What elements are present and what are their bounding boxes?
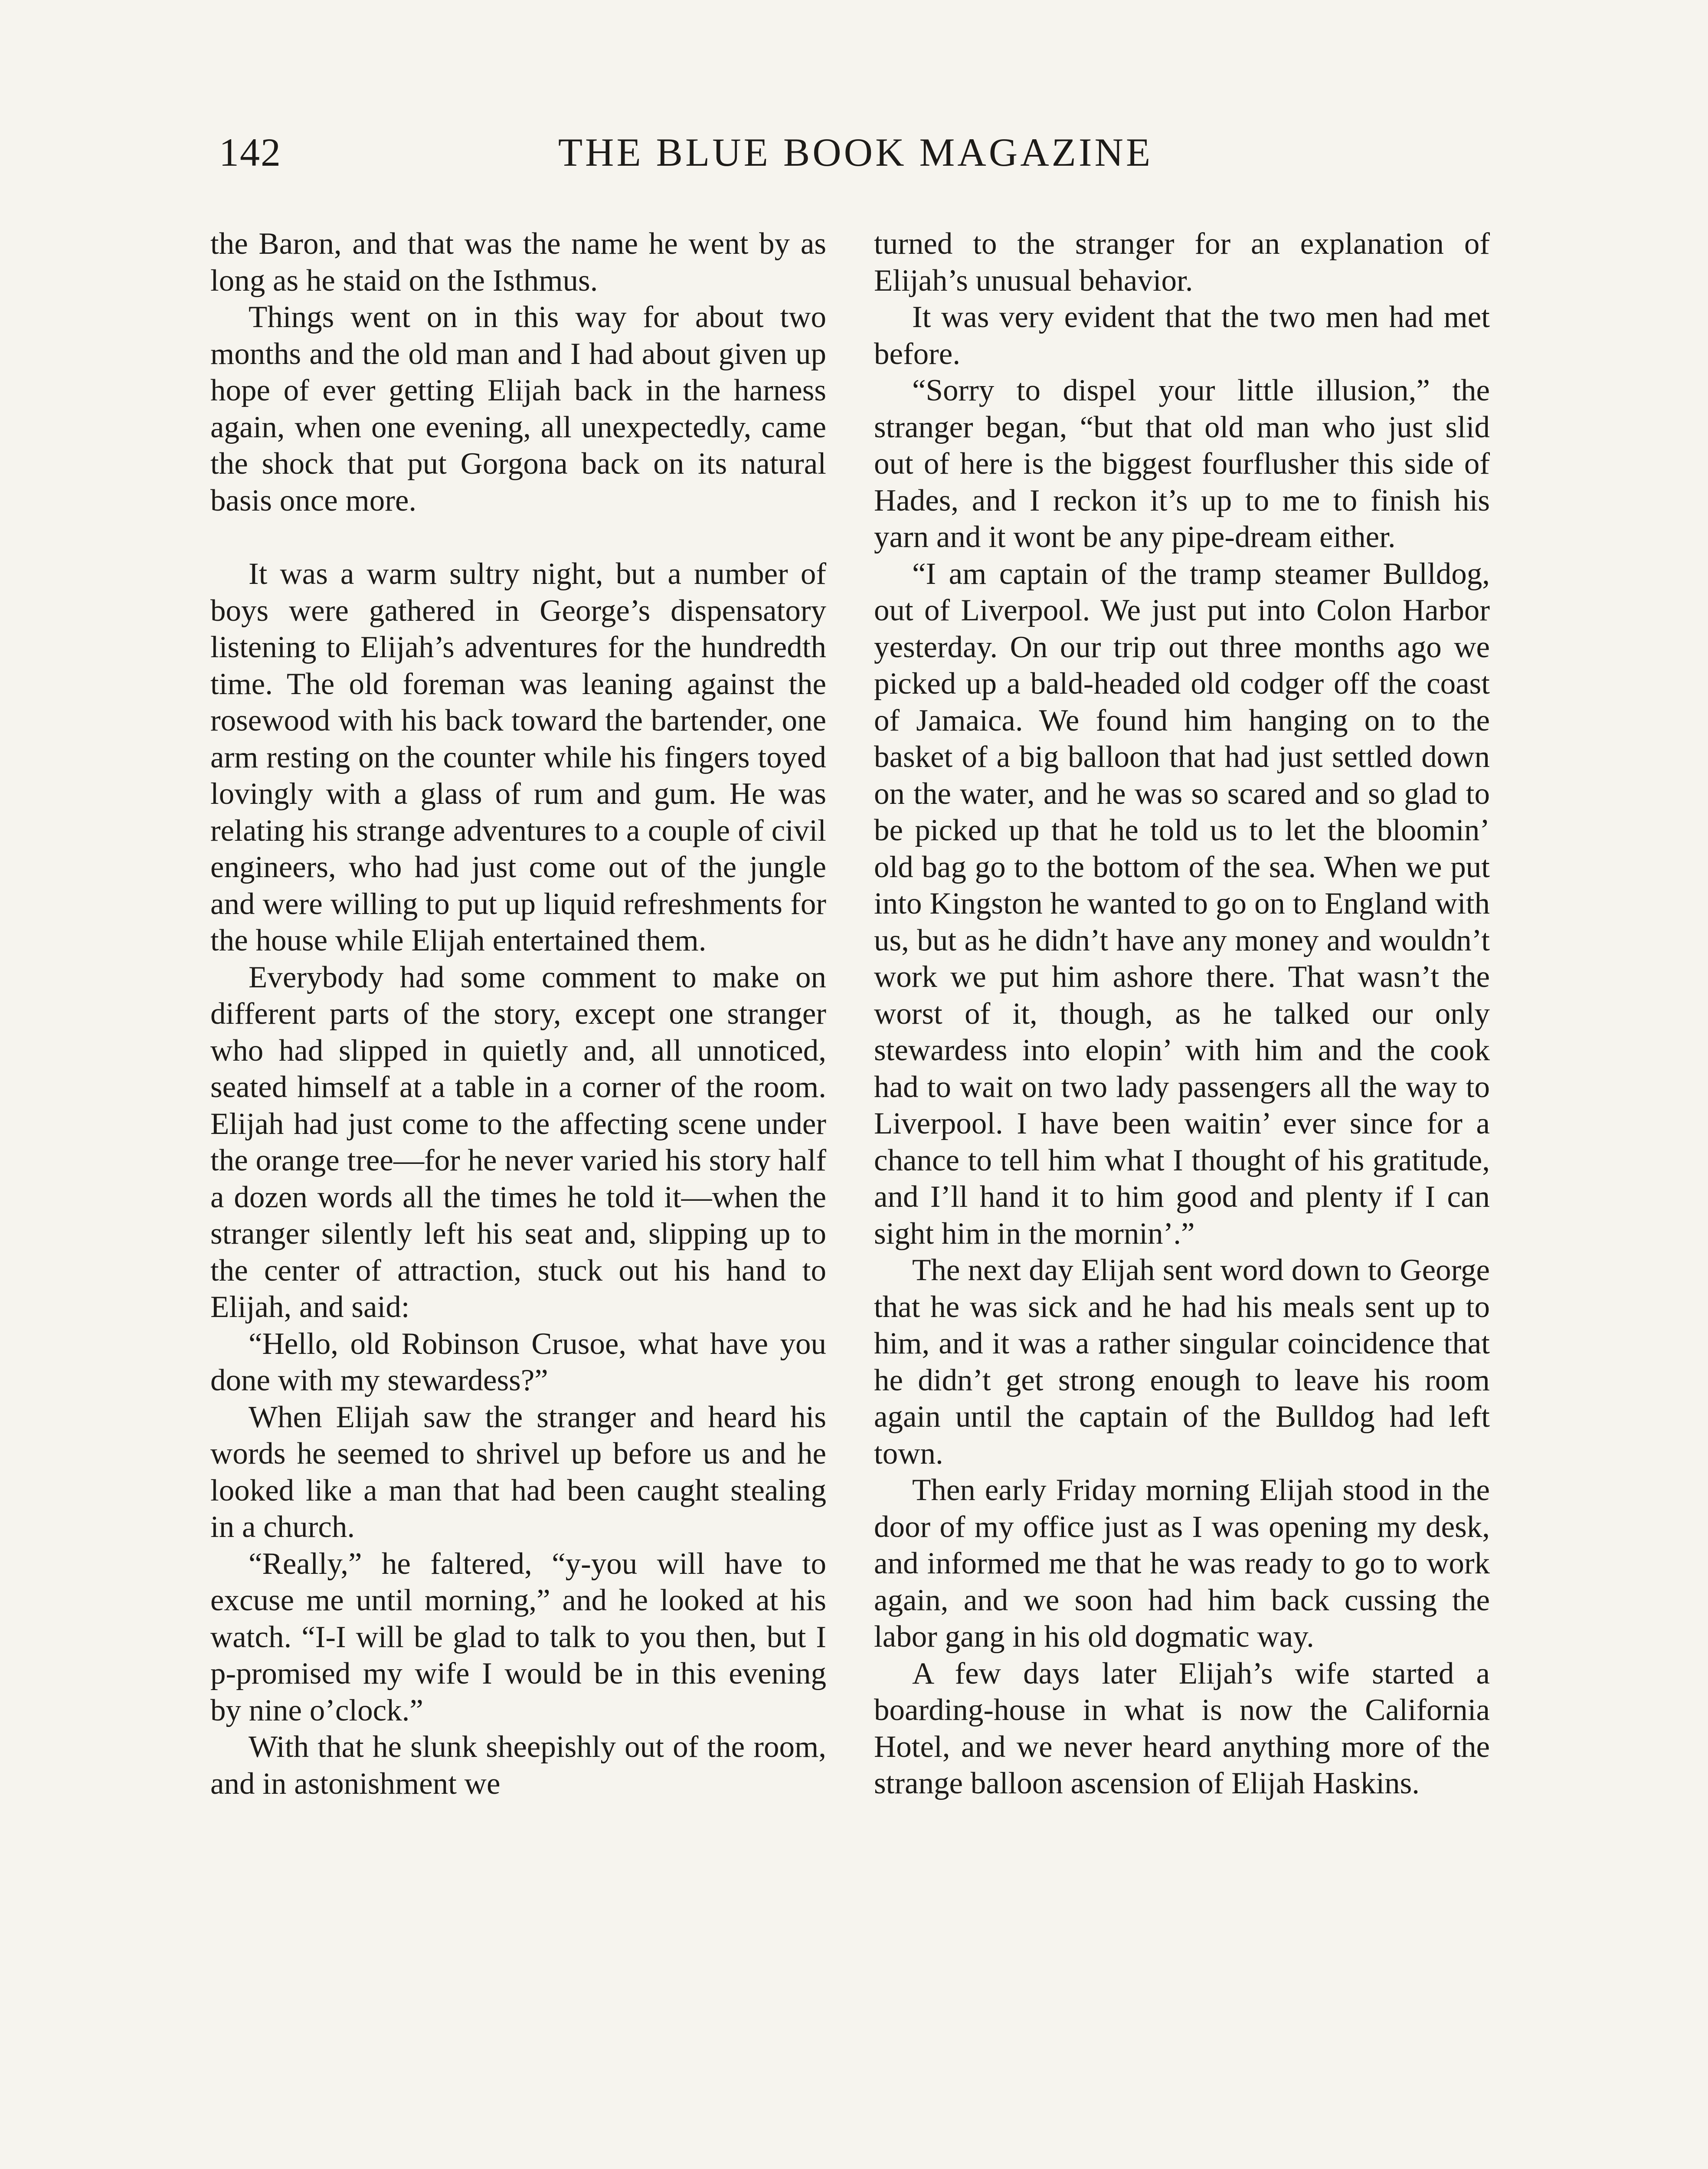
paragraph: The next day Elijah sent word down to George that he was sick and he had his meals sent up to him, and it was a rather singular coincidence that he didn’t get strong enough to leave his room again until the captain of the Bulldog had left town. — [874, 1253, 1490, 1471]
paragraph: “I am captain of the tramp steamer Bulldog, out of Liverpool. We just put into Colon Harbor yesterday. On our trip out three months ago we picked up a bald-headed old codger off the coast of Jamaica. We found him hanging on to the basket of a big balloon that had just settled down on the water, and he was so scared and so glad to be picked up that he told us to let the bloomin’ old bag go to the bottom of the sea. When we put into Kingston he wanted to go on to England with us, but as he didn’t have any money and wouldn’t work we put him ashore there. That wasn’t the worst of it, though, as he talked our only stewardess into elopin’ with him and the cook had to wait on two lady passengers all the way to Liverpool. I have been waitin’ ever since for a chance to tell him what I thought of his gratitude, and I’ll hand it to him good and plenty if I can sight him in the mornin’.” — [874, 557, 1490, 1251]
paragraph: “Really,” he faltered, “y-you will have to excuse me until morning,” and he looked at his watch. “I-I will be glad to talk to you then, but I p-promised my wife I would be in this evening by nine o’clock.” — [210, 1546, 826, 1727]
paragraph: It was a warm sultry night, but a number of boys were gathered in George’s dispensatory listening to Elijah’s adventures for the hundredth time. The old foreman was leaning against the rosewood with his back toward the bartender, one arm resting on the counter while his fingers toyed lovingly with a glass of rum and gum. He was relating his strange adventures to a couple of civil engineers, who had just come out of the jungle and were willing to put up liquid refreshments for the house while Elijah entertained them. — [210, 557, 826, 957]
running-title: THE BLUE BOOK MAGAZINE — [558, 130, 1153, 174]
paragraph: the Baron, and that was the name he went by as long as he staid on the Isthmus. — [210, 227, 826, 298]
paragraph: It was very evident that the two men had met before. — [874, 300, 1490, 371]
page-number: 142 — [219, 130, 281, 174]
paragraph: Everybody had some comment to make on different parts of the story, except one stranger who had slipped in quietly and, all unnoticed, seated himself at a table in a corner of the room. Elijah had just come to the affecting scene under the orange tree—for he never varied his story half a dozen words all the times he told it—when the stranger silently left his seat and, slipping up to the center of attraction, stuck out his hand to Elijah, and said: — [210, 960, 826, 1324]
paragraph: Things went on in this way for about two months and the old man and I had about given up hope of ever getting Elijah back in the harness again, when one evening, all unexpectedly, came the shock that put Gorgona back on its natural basis once more. — [210, 300, 826, 518]
paragraph: Then early Friday morning Elijah stood in the door of my office just as I was opening my desk, and informed me that he was ready to go to work again, and we soon had him back cussing the labor gang in his old dogmatic way. — [874, 1473, 1490, 1654]
paragraph: A few days later Elijah’s wife started a boarding-house in what is now the California Hotel, and we never heard anything more of the strange balloon ascension of Elijah Haskins. — [874, 1656, 1490, 1800]
paragraph: When Elijah saw the stranger and heard his words he seemed to shrivel up before us and he looked like a man that had been caught stealing in a church. — [210, 1400, 826, 1544]
left-column — [210, 226, 826, 1802]
paragraph: With that he slunk sheepishly out of the room, and in astonishment we — [210, 1730, 826, 1801]
paragraph: turned to the stranger for an explanation of Elijah’s unusual behavior. — [874, 227, 1490, 298]
paragraph: “Hello, old Robinson Crusoe, what have you done with my stewardess?” — [210, 1327, 826, 1397]
right-column — [874, 226, 1490, 1802]
paragraph: “Sorry to dispel your little illusion,” the stranger began, “but that old man who just slid out of here is the biggest fourflusher this side of Hades, and I reckon it’s up to me to finish his yarn and it wont be any pipe-dream either. — [874, 374, 1490, 554]
